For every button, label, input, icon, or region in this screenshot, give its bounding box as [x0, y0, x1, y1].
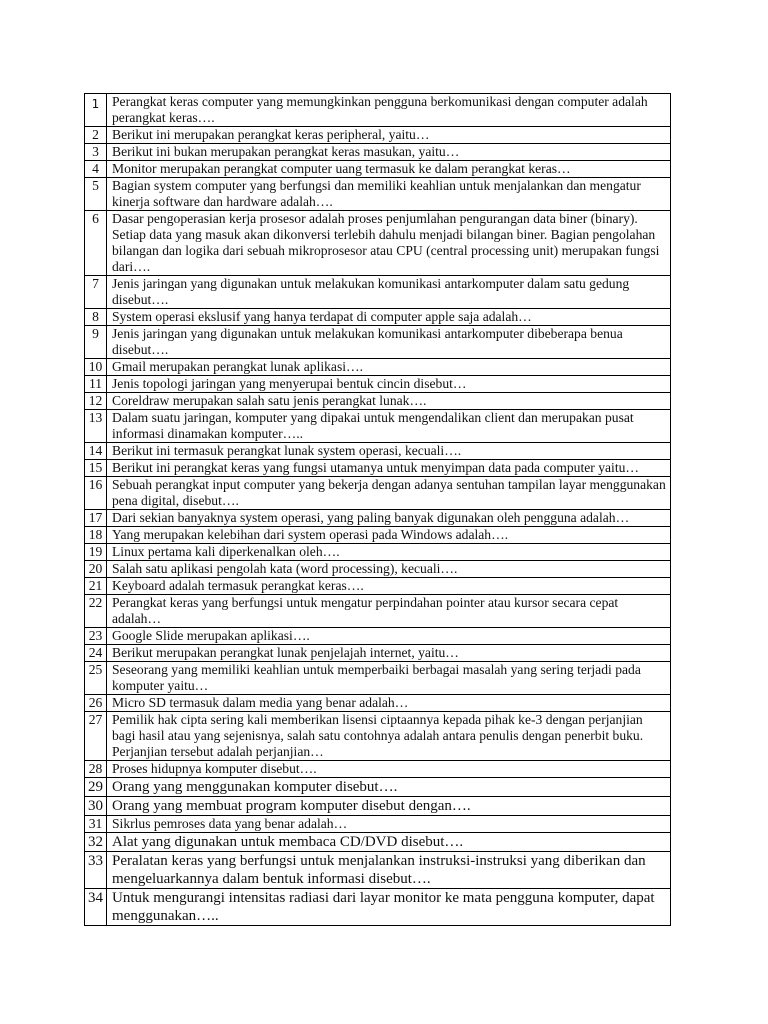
question-text: Orang yang membuat program komputer disebut dengan…. — [107, 797, 671, 816]
question-row — [85, 816, 671, 833]
question-row — [85, 761, 671, 778]
question-row — [85, 144, 671, 161]
question-row — [85, 376, 671, 393]
question-text: Alat yang digunakan untuk membaca CD/DVD disebut…. — [107, 833, 671, 852]
question-text: Perangkat keras yang berfungsi untuk mengatur perpindahan pointer atau kursor secara cepat adalah… — [107, 595, 671, 628]
question-number: 6 — [85, 211, 107, 276]
question-number: 20 — [85, 561, 107, 578]
question-number: 5 — [85, 178, 107, 211]
question-text: System operasi ekslusif yang hanya terdapat di computer apple saja adalah… — [107, 309, 671, 326]
question-text: Monitor merupakan perangkat computer uang termasuk ke dalam perangkat keras… — [107, 161, 671, 178]
question-text: Pemilik hak cipta sering kali memberikan lisensi ciptaannya kepada pihak ke-3 dengan perjanjian bagi hasil atau yang sejenisnya, salah satu contohnya adalah antara penulis dengan penerbit buku. Perjanjian tersebut adalah perjanjian… — [107, 712, 671, 761]
question-text: Jenis jaringan yang digunakan untuk melakukan komunikasi antarkomputer dibeberapa benua disebut…. — [107, 326, 671, 359]
question-number: 8 — [85, 309, 107, 326]
question-text: Micro SD termasuk dalam media yang benar adalah… — [107, 695, 671, 712]
question-number: 22 — [85, 595, 107, 628]
question-row — [85, 410, 671, 443]
question-number: 27 — [85, 712, 107, 761]
question-row — [85, 161, 671, 178]
question-row — [85, 797, 671, 816]
question-row — [85, 561, 671, 578]
question-text: Orang yang menggunakan komputer disebut…. — [107, 778, 671, 797]
question-row — [85, 628, 671, 645]
question-text: Keyboard adalah termasuk perangkat keras…. — [107, 578, 671, 595]
question-number: 3 — [85, 144, 107, 161]
question-text: Google Slide merupakan aplikasi…. — [107, 628, 671, 645]
question-row — [85, 510, 671, 527]
question-text: Sebuah perangkat input computer yang bekerja dengan adanya sentuhan tampilan layar menggunakan pena digital, disebut…. — [107, 477, 671, 510]
question-row — [85, 211, 671, 276]
question-row — [85, 309, 671, 326]
question-text: Linux pertama kali diperkenalkan oleh…. — [107, 544, 671, 561]
question-text: Untuk mengurangi intensitas radiasi dari layar monitor ke mata pengguna komputer, dapat menggunakan….. — [107, 889, 671, 926]
question-row — [85, 833, 671, 852]
question-row — [85, 712, 671, 761]
question-row — [85, 662, 671, 695]
question-number: 25 — [85, 662, 107, 695]
question-row — [85, 595, 671, 628]
question-number: 19 — [85, 544, 107, 561]
question-text: Bagian system computer yang berfungsi dan memiliki keahlian untuk menjalankan dan mengatur kinerja software dan hardware adalah…. — [107, 178, 671, 211]
question-row — [85, 695, 671, 712]
question-text: Berikut ini bukan merupakan perangkat keras masukan, yaitu… — [107, 144, 671, 161]
question-row — [85, 276, 671, 309]
question-number: 7 — [85, 276, 107, 309]
question-row — [85, 443, 671, 460]
question-row — [85, 645, 671, 662]
question-row — [85, 578, 671, 595]
question-row — [85, 393, 671, 410]
question-number: 1 — [85, 94, 107, 127]
question-number: 18 — [85, 527, 107, 544]
question-text: Berikut ini perangkat keras yang fungsi utamanya untuk menyimpan data pada computer yaitu… — [107, 460, 671, 477]
question-number: 12 — [85, 393, 107, 410]
question-text: Peralatan keras yang berfungsi untuk menjalankan instruksi-instruksi yang diberikan dan mengeluarkannya dalam bentuk informasi disebut…. — [107, 852, 671, 889]
question-row — [85, 127, 671, 144]
question-text: Gmail merupakan perangkat lunak aplikasi…. — [107, 359, 671, 376]
question-text: Yang merupakan kelebihan dari system operasi pada Windows adalah…. — [107, 527, 671, 544]
question-row — [85, 178, 671, 211]
question-number: 23 — [85, 628, 107, 645]
question-text: Dasar pengoperasian kerja prosesor adalah proses penjumlahan pengurangan data biner (binary). Setiap data yang masuk akan dikonversi terlebih dahulu menjadi bilangan biner. Bagian pengolahan bilangan dan logika dari sebuah mikroprosesor atau CPU (central processing unit) merupakan fungsi dari…. — [107, 211, 671, 276]
question-text: Jenis topologi jaringan yang menyerupai bentuk cincin disebut… — [107, 376, 671, 393]
question-number: 33 — [85, 852, 107, 889]
question-number: 17 — [85, 510, 107, 527]
question-row — [85, 527, 671, 544]
question-table-body — [85, 94, 671, 926]
question-row — [85, 477, 671, 510]
question-row — [85, 326, 671, 359]
question-row — [85, 460, 671, 477]
question-number: 24 — [85, 645, 107, 662]
question-number: 30 — [85, 797, 107, 816]
question-number: 16 — [85, 477, 107, 510]
question-number: 9 — [85, 326, 107, 359]
question-text: Salah satu aplikasi pengolah kata (word processing), kecuali…. — [107, 561, 671, 578]
question-text: Seseorang yang memiliki keahlian untuk memperbaiki berbagai masalah yang sering terjadi pada komputer yaitu… — [107, 662, 671, 695]
question-number: 32 — [85, 833, 107, 852]
question-number: 21 — [85, 578, 107, 595]
question-row — [85, 778, 671, 797]
question-number: 15 — [85, 460, 107, 477]
question-row — [85, 359, 671, 376]
question-number: 28 — [85, 761, 107, 778]
question-number: 4 — [85, 161, 107, 178]
question-number: 13 — [85, 410, 107, 443]
question-text: Coreldraw merupakan salah satu jenis perangkat lunak…. — [107, 393, 671, 410]
question-text: Perangkat keras computer yang memungkinkan pengguna berkomunikasi dengan computer adalah perangkat keras…. — [107, 94, 671, 127]
question-text: Proses hidupnya komputer disebut…. — [107, 761, 671, 778]
question-text: Dalam suatu jaringan, komputer yang dipakai untuk mengendalikan client dan merupakan pusat informasi dinamakan komputer….. — [107, 410, 671, 443]
question-text: Sikrlus pemroses data yang benar adalah… — [107, 816, 671, 833]
question-text: Berikut ini merupakan perangkat keras peripheral, yaitu… — [107, 127, 671, 144]
question-number: 14 — [85, 443, 107, 460]
question-number: 11 — [85, 376, 107, 393]
question-text: Berikut merupakan perangkat lunak penjelajah internet, yaitu… — [107, 645, 671, 662]
question-number: 29 — [85, 778, 107, 797]
question-text: Jenis jaringan yang digunakan untuk melakukan komunikasi antarkomputer dalam satu gedung disebut…. — [107, 276, 671, 309]
question-row — [85, 94, 671, 127]
question-number: 2 — [85, 127, 107, 144]
question-text: Berikut ini termasuk perangkat lunak system operasi, kecuali…. — [107, 443, 671, 460]
question-row — [85, 889, 671, 926]
question-number: 34 — [85, 889, 107, 926]
question-number: 26 — [85, 695, 107, 712]
question-text: Dari sekian banyaknya system operasi, yang paling banyak digunakan oleh pengguna adalah… — [107, 510, 671, 527]
question-row — [85, 544, 671, 561]
question-number: 10 — [85, 359, 107, 376]
question-row — [85, 852, 671, 889]
question-number: 31 — [85, 816, 107, 833]
question-table — [84, 93, 671, 926]
